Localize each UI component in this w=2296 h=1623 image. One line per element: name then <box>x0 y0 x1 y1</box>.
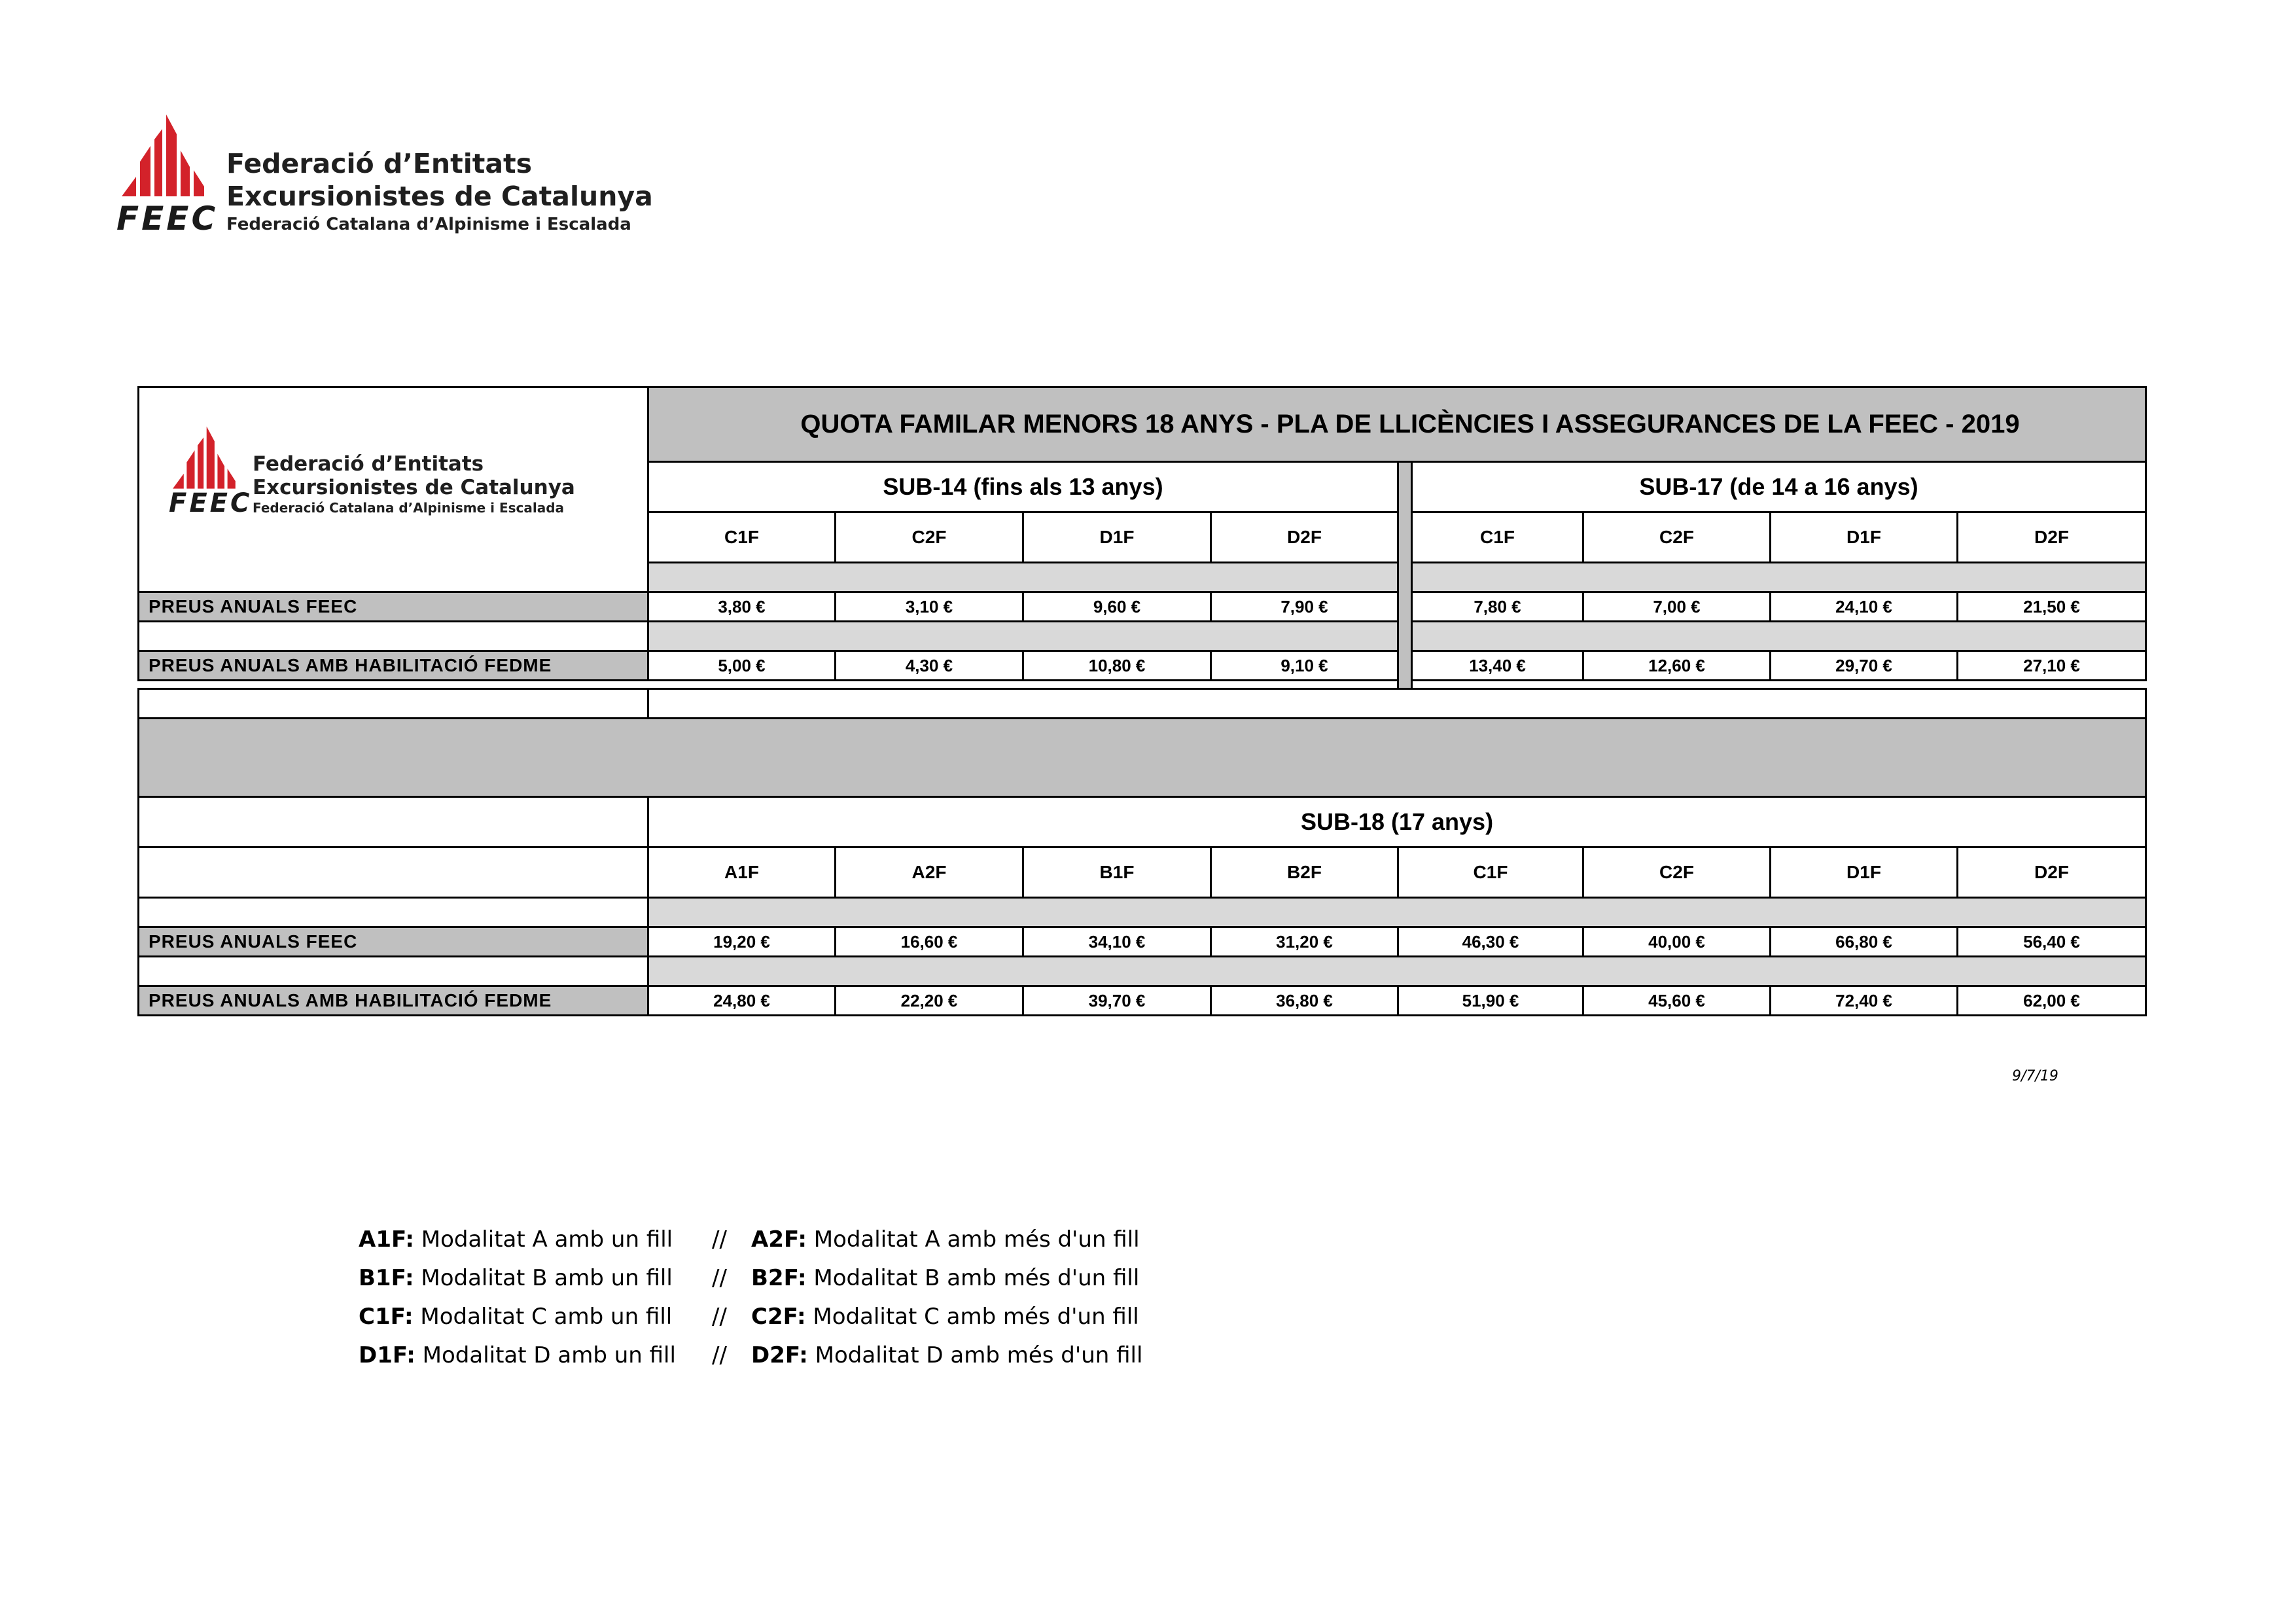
legend-code: A1F: <box>359 1226 414 1253</box>
feec-letters: FEEC <box>169 488 253 518</box>
sub17-fedme-price: 27,10 € <box>1956 650 2147 681</box>
sub17-feec-price: 24,10 € <box>1769 591 1958 622</box>
gray-band <box>137 717 2147 798</box>
sub18-feec-price: 40,00 € <box>1582 926 1771 957</box>
legend-code: B2F: <box>751 1265 807 1291</box>
sub17-spacer-row <box>1411 562 2147 593</box>
table-feec-logo-mark <box>169 426 253 518</box>
sub17-feec-price: 7,80 € <box>1411 591 1584 622</box>
sub14-spacer-row <box>647 562 1399 593</box>
feec-logo-mark <box>116 115 220 238</box>
sub14-code-header: D2F <box>1210 511 1399 563</box>
table-title: QUOTA FAMILAR MENORS 18 ANYS - PLA DE LLICÈNCIES I ASSEGURANCES DE LA FEEC - 2019 <box>647 386 2147 463</box>
sub18-code-header: B2F <box>1210 846 1399 899</box>
sub18-code-header: A1F <box>647 846 836 899</box>
sub14-fedme-price: 10,80 € <box>1022 650 1212 681</box>
row-label-feec: PREUS ANUALS FEEC <box>137 591 649 622</box>
sub18-fedme-price: 39,70 € <box>1022 985 1212 1016</box>
feec-flag-icon <box>116 115 220 200</box>
row-label-feec: PREUS ANUALS FEEC <box>137 926 649 957</box>
sub18-fedme-price: 24,80 € <box>647 985 836 1016</box>
sub17-label: SUB-17 (de 14 a 16 anys) <box>1411 461 2147 513</box>
document-date: 9/7/19 <box>2012 1068 2058 1084</box>
sub18-feec-price: 56,40 € <box>1956 926 2147 957</box>
sub18-fedme-price: 36,80 € <box>1210 985 1399 1016</box>
sub18-fedme-price: 22,20 € <box>834 985 1024 1016</box>
sub18-code-header: B1F <box>1022 846 1212 899</box>
row-label-spacer <box>137 620 649 652</box>
sub14-feec-price: 7,90 € <box>1210 591 1399 622</box>
sub17-code-header: D1F <box>1769 511 1958 563</box>
legend <box>359 1221 1142 1375</box>
logo-line-2: Excursionistes de Catalunya <box>253 476 575 499</box>
sub18-code-header: C2F <box>1582 846 1771 899</box>
sub14-fedme-price: 4,30 € <box>834 650 1024 681</box>
sub18-feec-price: 16,60 € <box>834 926 1024 957</box>
sub18-code-header: A2F <box>834 846 1024 899</box>
sub14-feec-price: 9,60 € <box>1022 591 1212 622</box>
sub14-fedme-price: 9,10 € <box>1210 650 1399 681</box>
sub17-fedme-price: 13,40 € <box>1411 650 1584 681</box>
legend-code: C1F: <box>359 1304 414 1330</box>
table-feec-logo <box>169 426 575 518</box>
sub14-label: SUB-14 (fins als 13 anys) <box>647 461 1399 513</box>
sub17-code-header: C2F <box>1582 511 1771 563</box>
feec-letters: FEEC <box>116 200 219 238</box>
sub18-code-header: C1F <box>1397 846 1584 899</box>
legend-line <box>359 1259 1142 1298</box>
feec-logo <box>116 115 653 236</box>
legend-desc: Modalitat B amb més d'un fill <box>806 1265 1140 1291</box>
sub18-feec-price: 19,20 € <box>647 926 836 957</box>
row-label-fedme: PREUS ANUALS AMB HABILITACIÓ FEDME <box>137 650 649 681</box>
sub18-left-empty <box>137 796 649 848</box>
sub18-label: SUB-18 (17 anys) <box>647 796 2147 848</box>
sub18-feec-price: 66,80 € <box>1769 926 1958 957</box>
legend-desc: Modalitat C amb més d'un fill <box>805 1304 1139 1330</box>
sub17-fedme-price: 29,70 € <box>1769 650 1958 681</box>
legend-code: C2F: <box>751 1304 806 1330</box>
sub14-code-header: C2F <box>834 511 1024 563</box>
sub18-codes-left-empty <box>137 846 649 899</box>
legend-desc: Modalitat B amb un fill <box>414 1265 673 1291</box>
logo-line-1: Federació d’Entitats <box>226 148 533 179</box>
legend-desc: Modalitat A amb més d'un fill <box>806 1226 1140 1253</box>
legend-separator: // <box>712 1226 727 1253</box>
sub17-feec-price: 7,00 € <box>1582 591 1771 622</box>
sub18-feec-price: 46,30 € <box>1397 926 1584 957</box>
legend-line <box>359 1298 1142 1336</box>
legend-desc: Modalitat C amb un fill <box>413 1304 673 1330</box>
sub14-code-header: D1F <box>1022 511 1212 563</box>
sub17-spacer-row <box>1411 620 2147 652</box>
legend-code: B1F: <box>359 1265 414 1291</box>
empty-row <box>647 688 2147 719</box>
logo-line-3: Federació Catalana d’Alpinisme i Escalada <box>226 215 631 234</box>
sub18-fedme-price: 45,60 € <box>1582 985 1771 1016</box>
legend-line <box>359 1221 1142 1259</box>
sub18-fedme-price: 51,90 € <box>1397 985 1584 1016</box>
sub18-feec-price: 31,20 € <box>1210 926 1399 957</box>
legend-desc: Modalitat A amb un fill <box>414 1226 673 1253</box>
legend-separator: // <box>712 1342 727 1368</box>
logo-line-2: Excursionistes de Catalunya <box>226 181 653 212</box>
sub18-spacer-row <box>647 897 2147 928</box>
sub18-code-header: D2F <box>1956 846 2147 899</box>
legend-desc: Modalitat D amb un fill <box>415 1342 676 1368</box>
sub18-feec-price: 34,10 € <box>1022 926 1212 957</box>
row-label-spacer <box>137 955 649 987</box>
sub17-code-header: D2F <box>1956 511 2147 563</box>
row-label-fedme: PREUS ANUALS AMB HABILITACIÓ FEDME <box>137 985 649 1016</box>
sub18-fedme-price: 62,00 € <box>1956 985 2147 1016</box>
sub18-spacer-row <box>647 955 2147 987</box>
legend-code: D1F: <box>359 1342 415 1368</box>
legend-code: D2F: <box>751 1342 808 1368</box>
legend-code: A2F: <box>751 1226 807 1253</box>
sub14-feec-price: 3,10 € <box>834 591 1024 622</box>
sub14-spacer-row <box>647 620 1399 652</box>
sub17-code-header: C1F <box>1411 511 1584 563</box>
sub18-fedme-price: 72,40 € <box>1769 985 1958 1016</box>
sub17-fedme-price: 12,60 € <box>1582 650 1771 681</box>
sub14-fedme-price: 5,00 € <box>647 650 836 681</box>
sub14-feec-price: 3,80 € <box>647 591 836 622</box>
sub17-feec-price: 21,50 € <box>1956 591 2147 622</box>
logo-line-1: Federació d’Entitats <box>253 452 484 476</box>
row-label-spacer <box>137 897 649 928</box>
legend-separator: // <box>712 1265 727 1291</box>
legend-desc: Modalitat D amb més d'un fill <box>807 1342 1143 1368</box>
sub18-code-header: D1F <box>1769 846 1958 899</box>
empty-row-label <box>137 688 649 719</box>
legend-line <box>359 1336 1142 1375</box>
legend-separator: // <box>712 1304 727 1330</box>
logo-line-3: Federació Catalana d’Alpinisme i Escalada <box>253 500 565 516</box>
sub14-code-header: C1F <box>647 511 836 563</box>
feec-flag-icon <box>169 426 247 491</box>
